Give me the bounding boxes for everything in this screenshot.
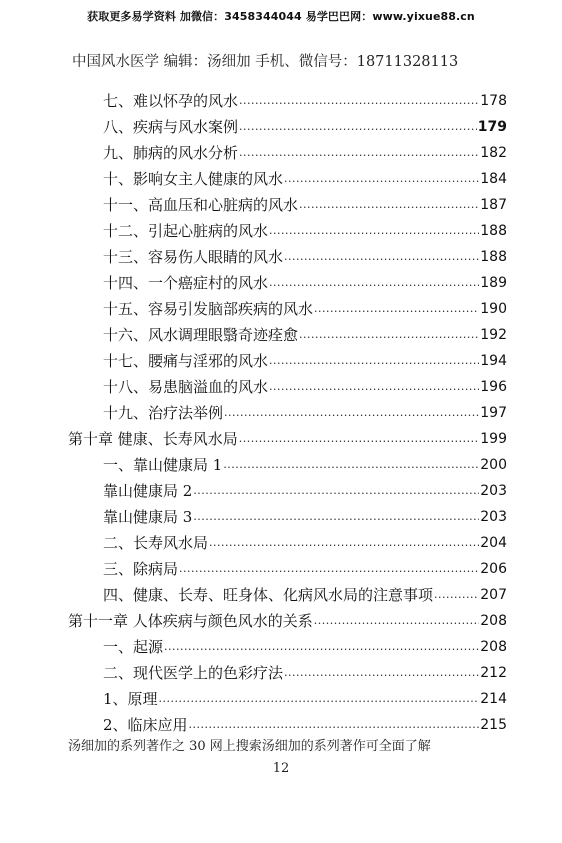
toc-entry-title: 三、除病局 (103, 560, 179, 578)
toc-entry (103, 324, 507, 346)
toc-entry-title: 十五、容易引发脑部疾病的风水 (103, 300, 314, 318)
running-header: 中国风水医学 编辑：汤细加 手机、微信号：18711328113 (72, 54, 459, 70)
toc-entry-title: 九、肺病的风水分析 (103, 144, 239, 162)
toc-entry-page: 203 (480, 509, 507, 525)
toc-chapter-entry (68, 610, 507, 632)
toc-leader-dots (209, 532, 479, 554)
toc-entry-page: 182 (480, 145, 507, 161)
toc-entry-page: 179 (477, 119, 507, 135)
toc-chapter-entry (68, 428, 507, 450)
toc-entry-page: 178 (480, 93, 507, 109)
toc-entry-page: 196 (480, 379, 507, 395)
toc-entry-title: 十三、容易伤人眼睛的风水 (103, 248, 284, 266)
toc-entry (103, 168, 507, 190)
toc-leader-dots (239, 142, 479, 164)
toc-entry-title: 四、健康、长寿、旺身体、化病风水局的注意事项 (103, 586, 434, 604)
toc-entry (103, 480, 507, 502)
toc-entry (103, 350, 507, 372)
toc-entry-page: 194 (480, 353, 507, 369)
toc-leader-dots (224, 402, 479, 424)
toc-entry-page: 188 (480, 249, 507, 265)
toc-entry (103, 194, 507, 216)
toc-leader-dots (239, 90, 479, 112)
toc-entry-page: 204 (480, 535, 507, 551)
toc-entry-title: 1、原理 (103, 690, 158, 708)
toc-entry-title: 八、疾病与风水案例 (103, 118, 239, 136)
toc-entry-page: 192 (480, 327, 507, 343)
toc-entry-title: 七、难以怀孕的风水 (103, 92, 239, 110)
toc-entry-title: 十四、一个癌症村的风水 (103, 274, 269, 292)
toc-entry (103, 688, 507, 710)
toc-entry-title: 十一、高血压和心脏病的风水 (103, 196, 299, 214)
toc-leader-dots (284, 168, 479, 190)
toc-entry (103, 558, 507, 580)
toc-entry-page: 184 (480, 171, 507, 187)
toc-entry-title: 一、起源 (103, 638, 164, 656)
toc-entry-title: 靠山健康局 3 (103, 508, 193, 526)
toc-leader-dots (269, 350, 479, 372)
toc-entry (103, 584, 507, 606)
toc-leader-dots (299, 324, 479, 346)
watermark-banner: 获取更多易学资料 加微信：3458344044 易学巴巴网：www.yixue88.cn (87, 10, 475, 23)
page-number: 12 (272, 761, 290, 776)
toc-entry (103, 220, 507, 242)
toc-entry-title: 十、影响女主人健康的风水 (103, 170, 284, 188)
toc-entry (103, 116, 507, 138)
toc-leader-dots (284, 662, 479, 684)
toc-entry-page: 212 (480, 665, 507, 681)
toc-entry-title: 十七、腰痛与淫邪的风水 (103, 352, 269, 370)
toc-entry (103, 662, 507, 684)
toc-leader-dots (223, 454, 479, 476)
toc-leader-dots (434, 584, 479, 606)
toc-entry-title: 二、长寿风水局 (103, 534, 209, 552)
toc-entry (103, 454, 507, 476)
toc-entry-title: 二、现代医学上的色彩疗法 (103, 664, 284, 682)
toc-entry-page: 215 (480, 717, 507, 733)
toc-entry-title: 靠山健康局 2 (103, 482, 193, 500)
toc-leader-dots (314, 610, 479, 632)
toc-leader-dots (239, 428, 479, 450)
toc-leader-dots (269, 376, 479, 398)
series-note: 汤细加的系列著作之 30 网上搜索汤细加的系列著作可全面了解 (68, 739, 431, 754)
toc-leader-dots (299, 194, 479, 216)
toc-entry (103, 636, 507, 658)
toc-leader-dots (269, 272, 479, 294)
toc-entry-title: 一、靠山健康局 1 (103, 456, 223, 474)
toc-entry-page: 188 (480, 223, 507, 239)
toc-entry-page: 187 (480, 197, 507, 213)
toc-entry (103, 142, 507, 164)
toc-leader-dots (164, 636, 479, 658)
toc-entry-title: 十六、风水调理眼翳奇迹痊愈 (103, 326, 299, 344)
toc-entry (103, 272, 507, 294)
toc-entry (103, 402, 507, 424)
toc-entry-page: 203 (480, 483, 507, 499)
toc-leader-dots (239, 116, 477, 138)
toc-leader-dots (193, 480, 479, 502)
toc-leader-dots (179, 558, 479, 580)
toc-entry-page: 208 (480, 639, 507, 655)
toc-entry-page: 214 (480, 691, 507, 707)
toc-entry (103, 506, 507, 528)
toc-entry (103, 714, 507, 736)
toc-leader-dots (314, 298, 479, 320)
toc-entry-page: 208 (480, 613, 507, 629)
toc-entry-page: 190 (480, 301, 507, 317)
toc-leader-dots (269, 220, 479, 242)
toc-entry (103, 376, 507, 398)
toc-entry-title: 十九、治疗法举例 (103, 404, 224, 422)
toc-entry-page: 197 (480, 405, 507, 421)
toc-entry-title: 2、临床应用 (103, 716, 188, 734)
toc-entry-page: 189 (480, 275, 507, 291)
toc-entry (103, 298, 507, 320)
toc-entry (103, 246, 507, 268)
toc-entry-title: 第十一章 人体疾病与颜色风水的关系 (68, 612, 313, 630)
toc-entry-title: 十八、易患脑溢血的风水 (103, 378, 269, 396)
toc-entry (103, 532, 507, 554)
toc-entry-page: 206 (480, 561, 507, 577)
toc-entry-title: 第十章 健康、长寿风水局 (68, 430, 238, 448)
toc-entry (103, 90, 507, 112)
toc-entry-page: 200 (480, 457, 507, 473)
toc-entry-page: 207 (480, 587, 507, 603)
toc-leader-dots (284, 246, 479, 268)
toc-leader-dots (193, 506, 479, 528)
toc-entry-page: 199 (480, 431, 507, 447)
toc-leader-dots (189, 714, 480, 736)
toc-leader-dots (159, 688, 480, 710)
toc-entry-title: 十二、引起心脏病的风水 (103, 222, 269, 240)
